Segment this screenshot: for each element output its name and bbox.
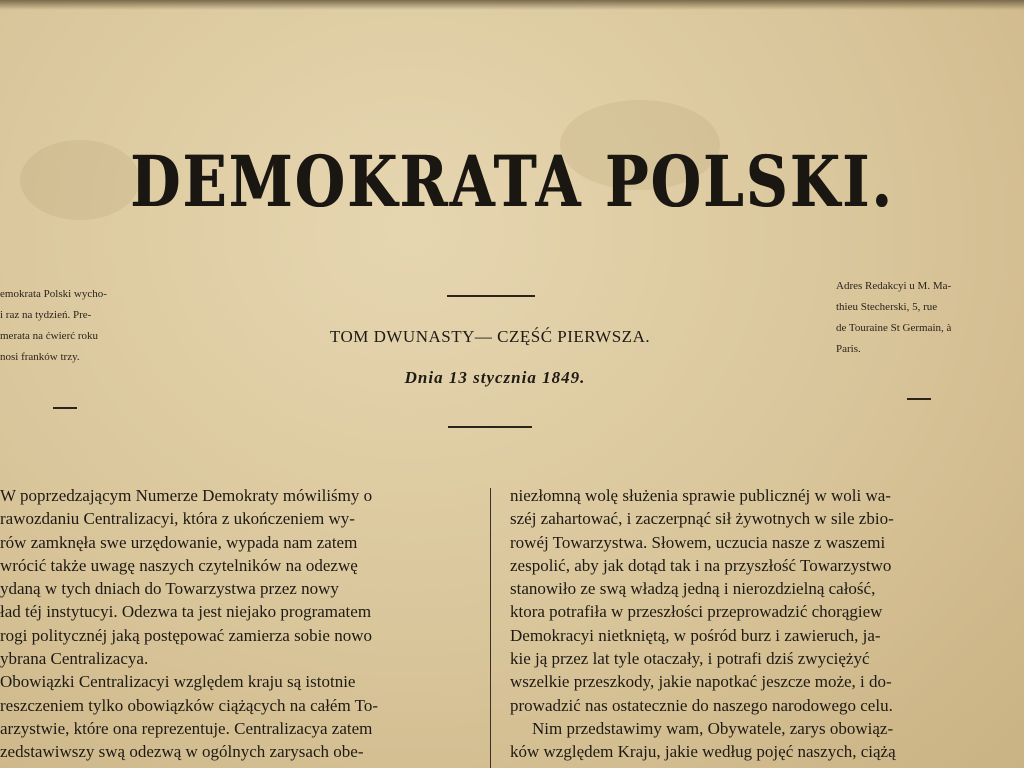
article-line: niezłomną wolę służenia sprawie publicznéj w woli wa-: [510, 486, 891, 505]
article-line: wrócić także uwagę naszych czytelników na odezwę: [0, 555, 358, 575]
editorial-address-line: de Touraine St Germain, à: [836, 322, 952, 334]
volume-heading: TOM DWUNASTY— CZĘŚĆ PIERWSZA.: [329, 327, 651, 346]
article-line: Nim przedstawimy wam, Obywatele, zarys obowiąz-: [532, 718, 894, 738]
article-line: zespolić, aby jak dotąd tak i na przyszłość Towarzystwo: [510, 555, 892, 575]
article-line: Demokracyi nietkniętą, w pośród burz i zawieruch, ja-: [510, 625, 881, 645]
issue-date: Dnia 13 stycznia 1849.: [404, 368, 586, 387]
subscription-note-line: merata na ćwierć roku: [0, 330, 99, 342]
article-line: ków względem Kraju, jakie według pojęć naszych, ciążą: [510, 742, 896, 762]
article-line: rowéj Towarzystwa. Słowem, uczucia nasze z waszemi: [510, 532, 886, 552]
article-line: arzystwie, które ona reprezentuje. Centralizacya zatem: [0, 718, 373, 738]
editorial-address-line: Paris.: [836, 343, 861, 355]
column-divider: [490, 488, 491, 768]
article-line: rogi politycznéj jaką postępować zamierza sobie nowo: [0, 625, 372, 645]
article-line: ład téj instytucyi. Odezwa ta jest niejako programatem: [0, 602, 372, 622]
right-short-rule: [907, 398, 931, 400]
article-line: stanowiło ze swą władzą jedną i nierozdzielną całość,: [510, 579, 876, 599]
subscription-note-line: emokrata Polski wycho-: [0, 288, 107, 300]
article-line: kie ją przez lat tyle otaczały, i potrafi dziś zwyciężyć: [510, 649, 870, 669]
editorial-address-line: Adres Redakcyi u M. Ma-: [836, 280, 952, 292]
right-article-column: [510, 484, 896, 764]
subscription-note: [0, 284, 107, 368]
article-line: ydaną w tych dniach do Towarzystwa przez nowy: [0, 579, 339, 599]
article-line: ktora potrafiła w przeszłości przeprowadzić chorągiew: [510, 602, 883, 622]
article-line: prowadzić nas ostatecznie do naszego narodowego celu.: [510, 695, 893, 715]
article-line: Obowiązki Centralizacyi względem kraju są istotnie: [0, 672, 356, 692]
article-line: ybrana Centralizacya.: [0, 649, 149, 669]
article-line: rawozdaniu Centralizacyi, która z ukończeniem wy-: [0, 509, 355, 529]
article-line: wszelkie przeszkody, jakie napotkać jeszcze może, i do-: [510, 672, 892, 692]
left-article-column: [0, 484, 378, 764]
article-line: széj zahartować, i zaczerpnąć sił żywotnych w sile zbio-: [510, 509, 894, 529]
subscription-note-line: i raz na tydzień. Pre-: [0, 309, 92, 321]
left-short-rule: [53, 407, 77, 409]
masthead-title: DEMOKRATA POLSKI.: [130, 140, 894, 223]
subscription-note-line: nosi franków trzy.: [0, 351, 80, 363]
page-top-edge: [0, 0, 1024, 10]
section-divider: [448, 426, 532, 428]
editorial-address-line: thieu Stecherski, 5, rue: [836, 301, 938, 313]
masthead-divider: [447, 295, 535, 297]
article-line: W poprzedzającym Numerze Demokraty mówiliśmy o: [0, 486, 373, 505]
article-line: rów zamknęła swe urzędowanie, wypada nam zatem: [0, 532, 358, 552]
article-line: reszczeniem tylko obowiązków ciążących na całém To-: [0, 695, 378, 715]
article-line: zedstawiwszy swą odezwą w ogólnych zarysach obe-: [0, 742, 364, 762]
editorial-address: [836, 276, 951, 360]
